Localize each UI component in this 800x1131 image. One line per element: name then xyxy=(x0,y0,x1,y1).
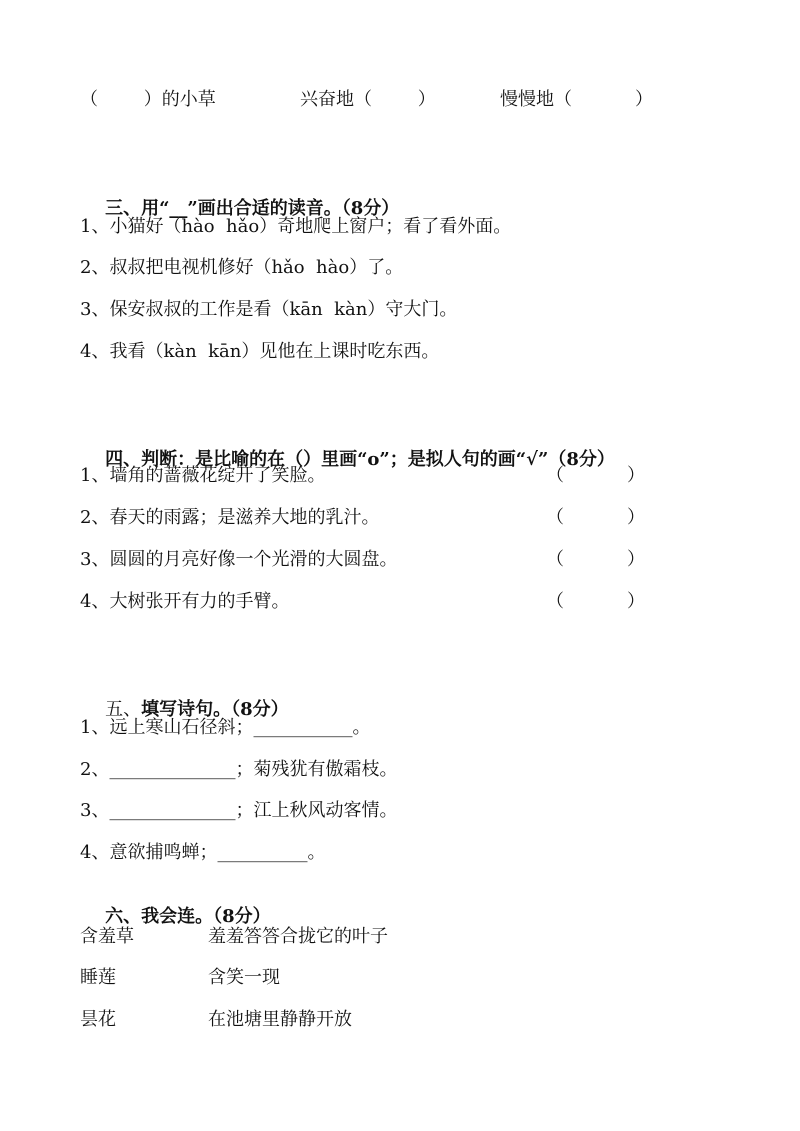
answer-blank: （ ） xyxy=(546,507,645,528)
question-item: 1、墙角的蔷薇花绽开了笑脸。 xyxy=(80,465,326,486)
fill-phrase-2: 兴奋地（ ） xyxy=(300,89,436,110)
poem-item: 1、远上寒山石径斜；___________。 xyxy=(80,717,371,738)
question-item: 1、小猫好（hào hǎo）奇地爬上窗户；看了看外面。 xyxy=(80,216,512,237)
match-left-item: 睡莲 xyxy=(80,967,116,988)
section-title: 用“__”画出合适的读音。（8分） xyxy=(141,198,400,219)
question-item: 2、叔叔把电视机修好（hǎo hào）了。 xyxy=(80,257,404,278)
poem-item: 3、______________；江上秋风动客情。 xyxy=(80,800,398,821)
section-number: 六、 xyxy=(105,906,142,927)
answer-blank: （ ） xyxy=(546,591,645,612)
match-left-item: 昙花 xyxy=(80,1009,116,1030)
match-right-item: 羞羞答答合拢它的叶子 xyxy=(208,926,388,947)
poem-item: 2、______________；菊残犹有傲霜枝。 xyxy=(80,759,398,780)
section-6-heading xyxy=(80,881,271,927)
question-item: 3、保安叔叔的工作是看（kān kàn）守大门。 xyxy=(80,299,458,320)
section-4-heading xyxy=(80,424,615,470)
answer-blank: （ ） xyxy=(546,465,645,486)
section-title: 判断：是比喻的在（）里画“o”；是拟人句的画“√”（8分） xyxy=(141,449,615,470)
answer-blank: （ ） xyxy=(546,549,645,570)
section-title: 填写诗句。（8分） xyxy=(141,699,289,720)
section-5-heading xyxy=(80,674,289,720)
question-item: 4、大树张开有力的手臂。 xyxy=(80,591,290,612)
section-3-heading xyxy=(80,173,400,219)
match-right-item: 在池塘里静静开放 xyxy=(208,1009,352,1030)
match-right-item: 含笑一现 xyxy=(208,967,280,988)
fill-phrase-1: （ ）的小草 xyxy=(80,89,216,110)
question-item: 2、春天的雨露；是滋养大地的乳汁。 xyxy=(80,507,380,528)
section-number: 三、 xyxy=(105,198,142,219)
question-item: 4、我看（kàn kān）见他在上课时吃东西。 xyxy=(80,341,440,362)
section-title: 我会连。（8分） xyxy=(141,906,271,927)
section-number: 五、 xyxy=(105,699,142,720)
match-left-item: 含羞草 xyxy=(80,926,134,947)
section-number: 四、 xyxy=(105,449,142,470)
fill-phrase-3: 慢慢地（ ） xyxy=(500,89,653,110)
poem-item: 4、意欲捕鸣蝉；__________。 xyxy=(80,842,326,863)
question-item: 3、圆圆的月亮好像一个光滑的大圆盘。 xyxy=(80,549,398,570)
